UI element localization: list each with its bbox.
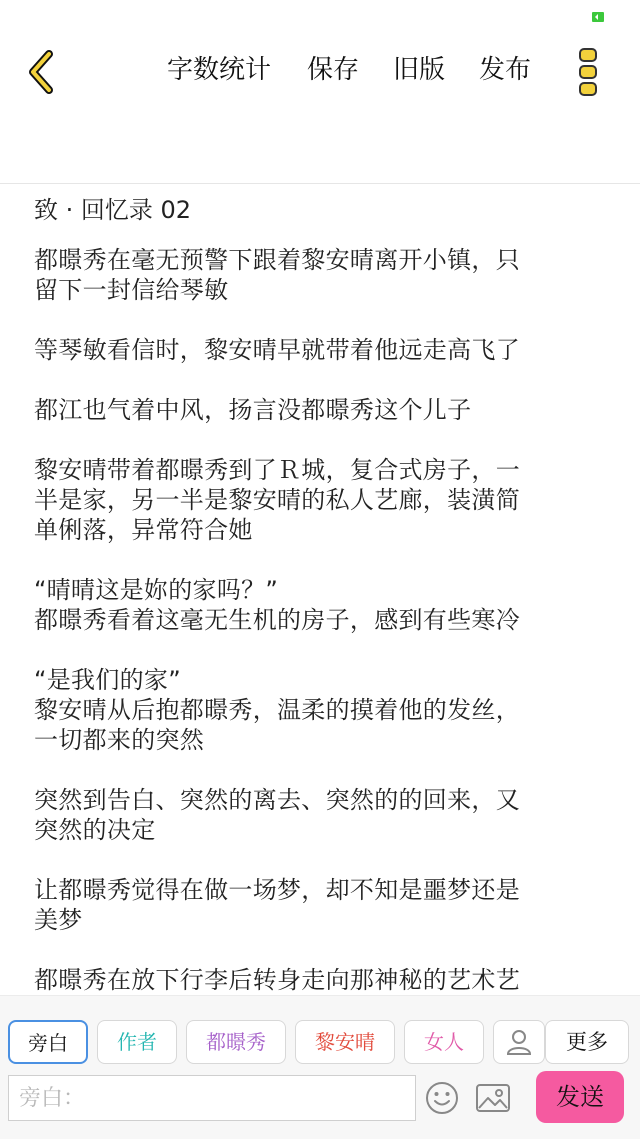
paragraph-line: 单俐落，异常符合她 — [34, 516, 253, 544]
message-input[interactable] — [8, 1075, 416, 1121]
word-count-button[interactable]: 字数统计 — [167, 55, 272, 85]
paragraph-line: 美梦 — [34, 906, 83, 934]
role-chip-du-jingxiu[interactable]: 都暻秀 — [186, 1020, 286, 1064]
document-paragraph — [34, 575, 606, 635]
paragraph-line: 一切都来的突然 — [34, 726, 205, 754]
back-button[interactable] — [22, 50, 62, 94]
paragraph-line: 黎安晴带着都暻秀到了Ｒ城，复合式房子，一 — [34, 456, 520, 484]
image-button[interactable] — [474, 1080, 512, 1116]
document-paragraph — [34, 875, 606, 935]
chevron-left-icon — [25, 50, 59, 94]
more-menu-button[interactable] — [577, 47, 599, 97]
document-paragraph — [34, 245, 606, 305]
publish-button[interactable]: 发布 — [479, 55, 532, 85]
paragraph-line: “晴晴这是妳的家吗？” — [34, 576, 279, 604]
vertical-dots-icon — [577, 47, 599, 97]
header-divider — [0, 183, 640, 184]
document-paragraph — [34, 965, 606, 993]
more-roles-button[interactable]: 更多 — [545, 1020, 629, 1064]
save-button[interactable]: 保存 — [307, 55, 360, 85]
paragraph-line: 半是家，另一半是黎安晴的私人艺廊，装潢简 — [34, 486, 520, 514]
document-body — [34, 245, 606, 993]
paragraph-line: 等琴敏看信时，黎安晴早就带着他远走高飞了 — [34, 336, 520, 364]
paragraph-line: 都江也气着中风，扬言没都暻秀这个儿子 — [34, 396, 472, 424]
paragraph-line: 留下一封信给琴敏 — [34, 276, 229, 304]
paragraph-line: 都暻秀在毫无预警下跟着黎安晴离开小镇，只 — [34, 246, 520, 274]
person-icon — [505, 1028, 533, 1056]
document-paragraph — [34, 785, 606, 845]
document-editor[interactable] — [34, 193, 606, 993]
document-paragraph — [34, 455, 606, 545]
paragraph-line: 让都暻秀觉得在做一场梦，却不知是噩梦还是 — [34, 876, 520, 904]
document-paragraph — [34, 665, 606, 755]
role-chip-author[interactable]: 作者 — [97, 1020, 177, 1064]
image-icon — [474, 1080, 512, 1116]
paragraph-line: “是我们的家” — [34, 666, 181, 694]
role-chip-narrator[interactable]: 旁白 — [8, 1020, 88, 1064]
old-version-button[interactable]: 旧版 — [393, 55, 446, 85]
document-paragraph — [34, 335, 606, 365]
smiley-icon — [424, 1080, 460, 1116]
emoji-button[interactable] — [424, 1080, 460, 1116]
paragraph-line: 突然到告白、突然的离去、突然的的回来，又 — [34, 786, 520, 814]
paragraph-line: 黎安晴从后抱都暻秀，温柔的摸着他的发丝， — [34, 696, 520, 724]
paragraph-line: 突然的决定 — [34, 816, 156, 844]
composer-panel — [0, 995, 640, 1139]
document-paragraph — [34, 395, 606, 425]
paragraph-line: 都暻秀看着这毫无生机的房子，感到有些寒冷 — [34, 606, 520, 634]
top-toolbar — [0, 30, 640, 114]
role-chip-woman[interactable]: 女人 — [404, 1020, 484, 1064]
role-chip-li-anqing[interactable]: 黎安晴 — [295, 1020, 395, 1064]
add-role-button[interactable] — [493, 1020, 545, 1064]
battery-icon — [592, 12, 604, 22]
paragraph-line: 都暻秀在放下行李后转身走向那神秘的艺术艺 — [34, 966, 520, 993]
document-title: 致 · 回忆录 02 — [34, 196, 192, 224]
send-button[interactable]: 发送 — [536, 1071, 624, 1123]
